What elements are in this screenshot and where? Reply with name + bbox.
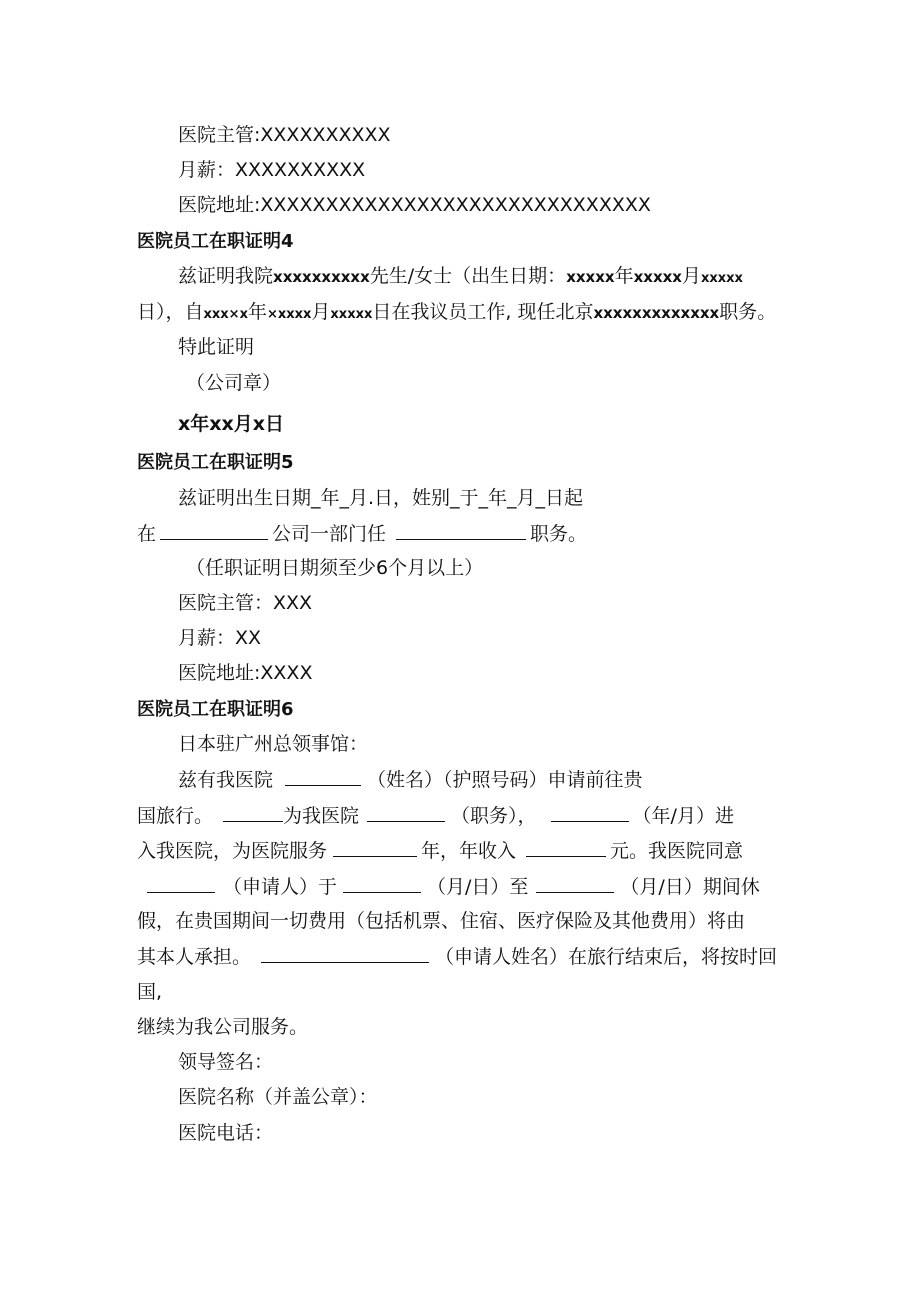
- placeholder-x: xxxxxxxxxx: [273, 268, 370, 286]
- blank-position: [396, 520, 526, 540]
- section-title-5: 医院员工在职证明5: [137, 452, 294, 473]
- section6-p2: [137, 802, 734, 828]
- section-title-6: 医院员工在职证明6: [137, 699, 294, 720]
- section6-text: 为我医院: [283, 805, 360, 827]
- section6-p1: [178, 766, 643, 792]
- placeholder-x: xxxxx: [633, 268, 682, 286]
- salary-line: 月薪：XXXXXXXXXX: [178, 159, 366, 181]
- section6-text: （申请人）于: [223, 876, 338, 898]
- section6-text: 年，年收入: [421, 840, 517, 862]
- section5-text: 职务。: [530, 523, 588, 545]
- section6-text: 元。我医院同意: [610, 840, 744, 862]
- section-title-4: 医院员工在职证明4: [137, 231, 294, 252]
- section6-text: （年/月）进: [632, 805, 734, 827]
- section5-supervisor: 医院主管：XXX: [178, 592, 313, 614]
- section5-note: （任职证明日期须至少6个月以上）: [186, 557, 484, 579]
- special-certify: 特此证明: [178, 336, 255, 358]
- blank-end-date: [536, 873, 614, 893]
- placeholder-x: xxx×x: [203, 307, 248, 322]
- leader-signature-label: 领导签名：: [178, 1051, 274, 1073]
- section6-p5: 假，在贵国期间一切费用（包括机票、住宿、医疗保险及其他费用）将由: [137, 910, 746, 932]
- blank-years: [333, 837, 417, 857]
- section6-text: （职务），: [451, 805, 537, 827]
- section6-p7: 国,: [137, 981, 163, 1003]
- blank-applicant-name: [261, 943, 429, 963]
- placeholder-x: ×xxxx: [266, 307, 312, 322]
- blank-company: [160, 520, 268, 540]
- issue-date: x年xx月x日: [178, 413, 285, 435]
- section4-text: 年: [247, 301, 267, 323]
- company-stamp: （公司章）: [186, 372, 282, 394]
- section6-p6: [137, 943, 777, 969]
- address-line: 医院地址:XXXXXXXXXXXXXXXXXXXXXXXXXXXXXX: [178, 194, 651, 216]
- section4-body-line1: [178, 263, 743, 289]
- section4-body-line2: [137, 299, 776, 325]
- section6-text: 入我医院，为医院服务: [137, 840, 328, 862]
- section4-text: 年: [614, 265, 634, 287]
- section6-p8: 继续为我公司服务。: [137, 1016, 309, 1038]
- supervisor-line: 医院主管:XXXXXXXXXX: [178, 124, 391, 146]
- blank-start-date: [343, 873, 421, 893]
- section6-text: （姓名）（护照号码）申请前往贵: [367, 769, 643, 791]
- section5-text: 公司一部门任: [272, 523, 387, 545]
- section5-text: 在: [137, 523, 157, 545]
- section4-text: 日），自: [137, 301, 204, 323]
- section4-text: 日在我议员工作, 现任北京: [372, 301, 594, 323]
- section6-text: 国旅行。: [137, 805, 214, 827]
- section6-text: （月/日）期间休: [620, 876, 760, 898]
- blank-requester: [147, 873, 215, 893]
- section5-salary: 月薪：XX: [178, 627, 262, 649]
- blank-join-date: [551, 802, 629, 822]
- blank-name: [285, 766, 361, 786]
- placeholder-x: xxxxxxxxxxxxx: [593, 304, 720, 322]
- blank-applicant: [223, 802, 283, 822]
- blank-income: [526, 837, 606, 857]
- placeholder-x: xxxxx: [701, 271, 743, 286]
- section4-text: 月: [681, 265, 701, 287]
- hospital-phone-label: 医院电话：: [178, 1122, 274, 1144]
- section6-text: （申请人姓名）在旅行结束后，将按时回: [435, 946, 778, 968]
- section4-text: 先生/女士（出生日期：: [369, 265, 567, 287]
- section6-text: （月/日）至: [427, 876, 529, 898]
- placeholder-x: xxxxx: [330, 307, 373, 322]
- section4-text: 职务。: [719, 301, 777, 323]
- section6-text: 兹有我医院: [178, 769, 274, 791]
- section6-text: 其本人承担。: [137, 946, 252, 968]
- placeholder-x: xxxxx: [566, 268, 615, 286]
- section6-p3: [137, 837, 743, 863]
- section5-line1: 兹证明出生日期_年_月.日，姓别_于_年_月_日起: [178, 487, 584, 509]
- section6-p4: [137, 873, 760, 899]
- section4-text: 月: [311, 301, 331, 323]
- section4-text: 兹证明我院: [178, 265, 274, 287]
- blank-title: [367, 802, 445, 822]
- salutation: 日本驻广州总领事馆：: [178, 733, 369, 755]
- section5-line2: [137, 520, 587, 546]
- section5-address: 医院地址:XXXX: [178, 662, 313, 684]
- hospital-name-label: 医院名称（并盖公章）：: [178, 1086, 378, 1108]
